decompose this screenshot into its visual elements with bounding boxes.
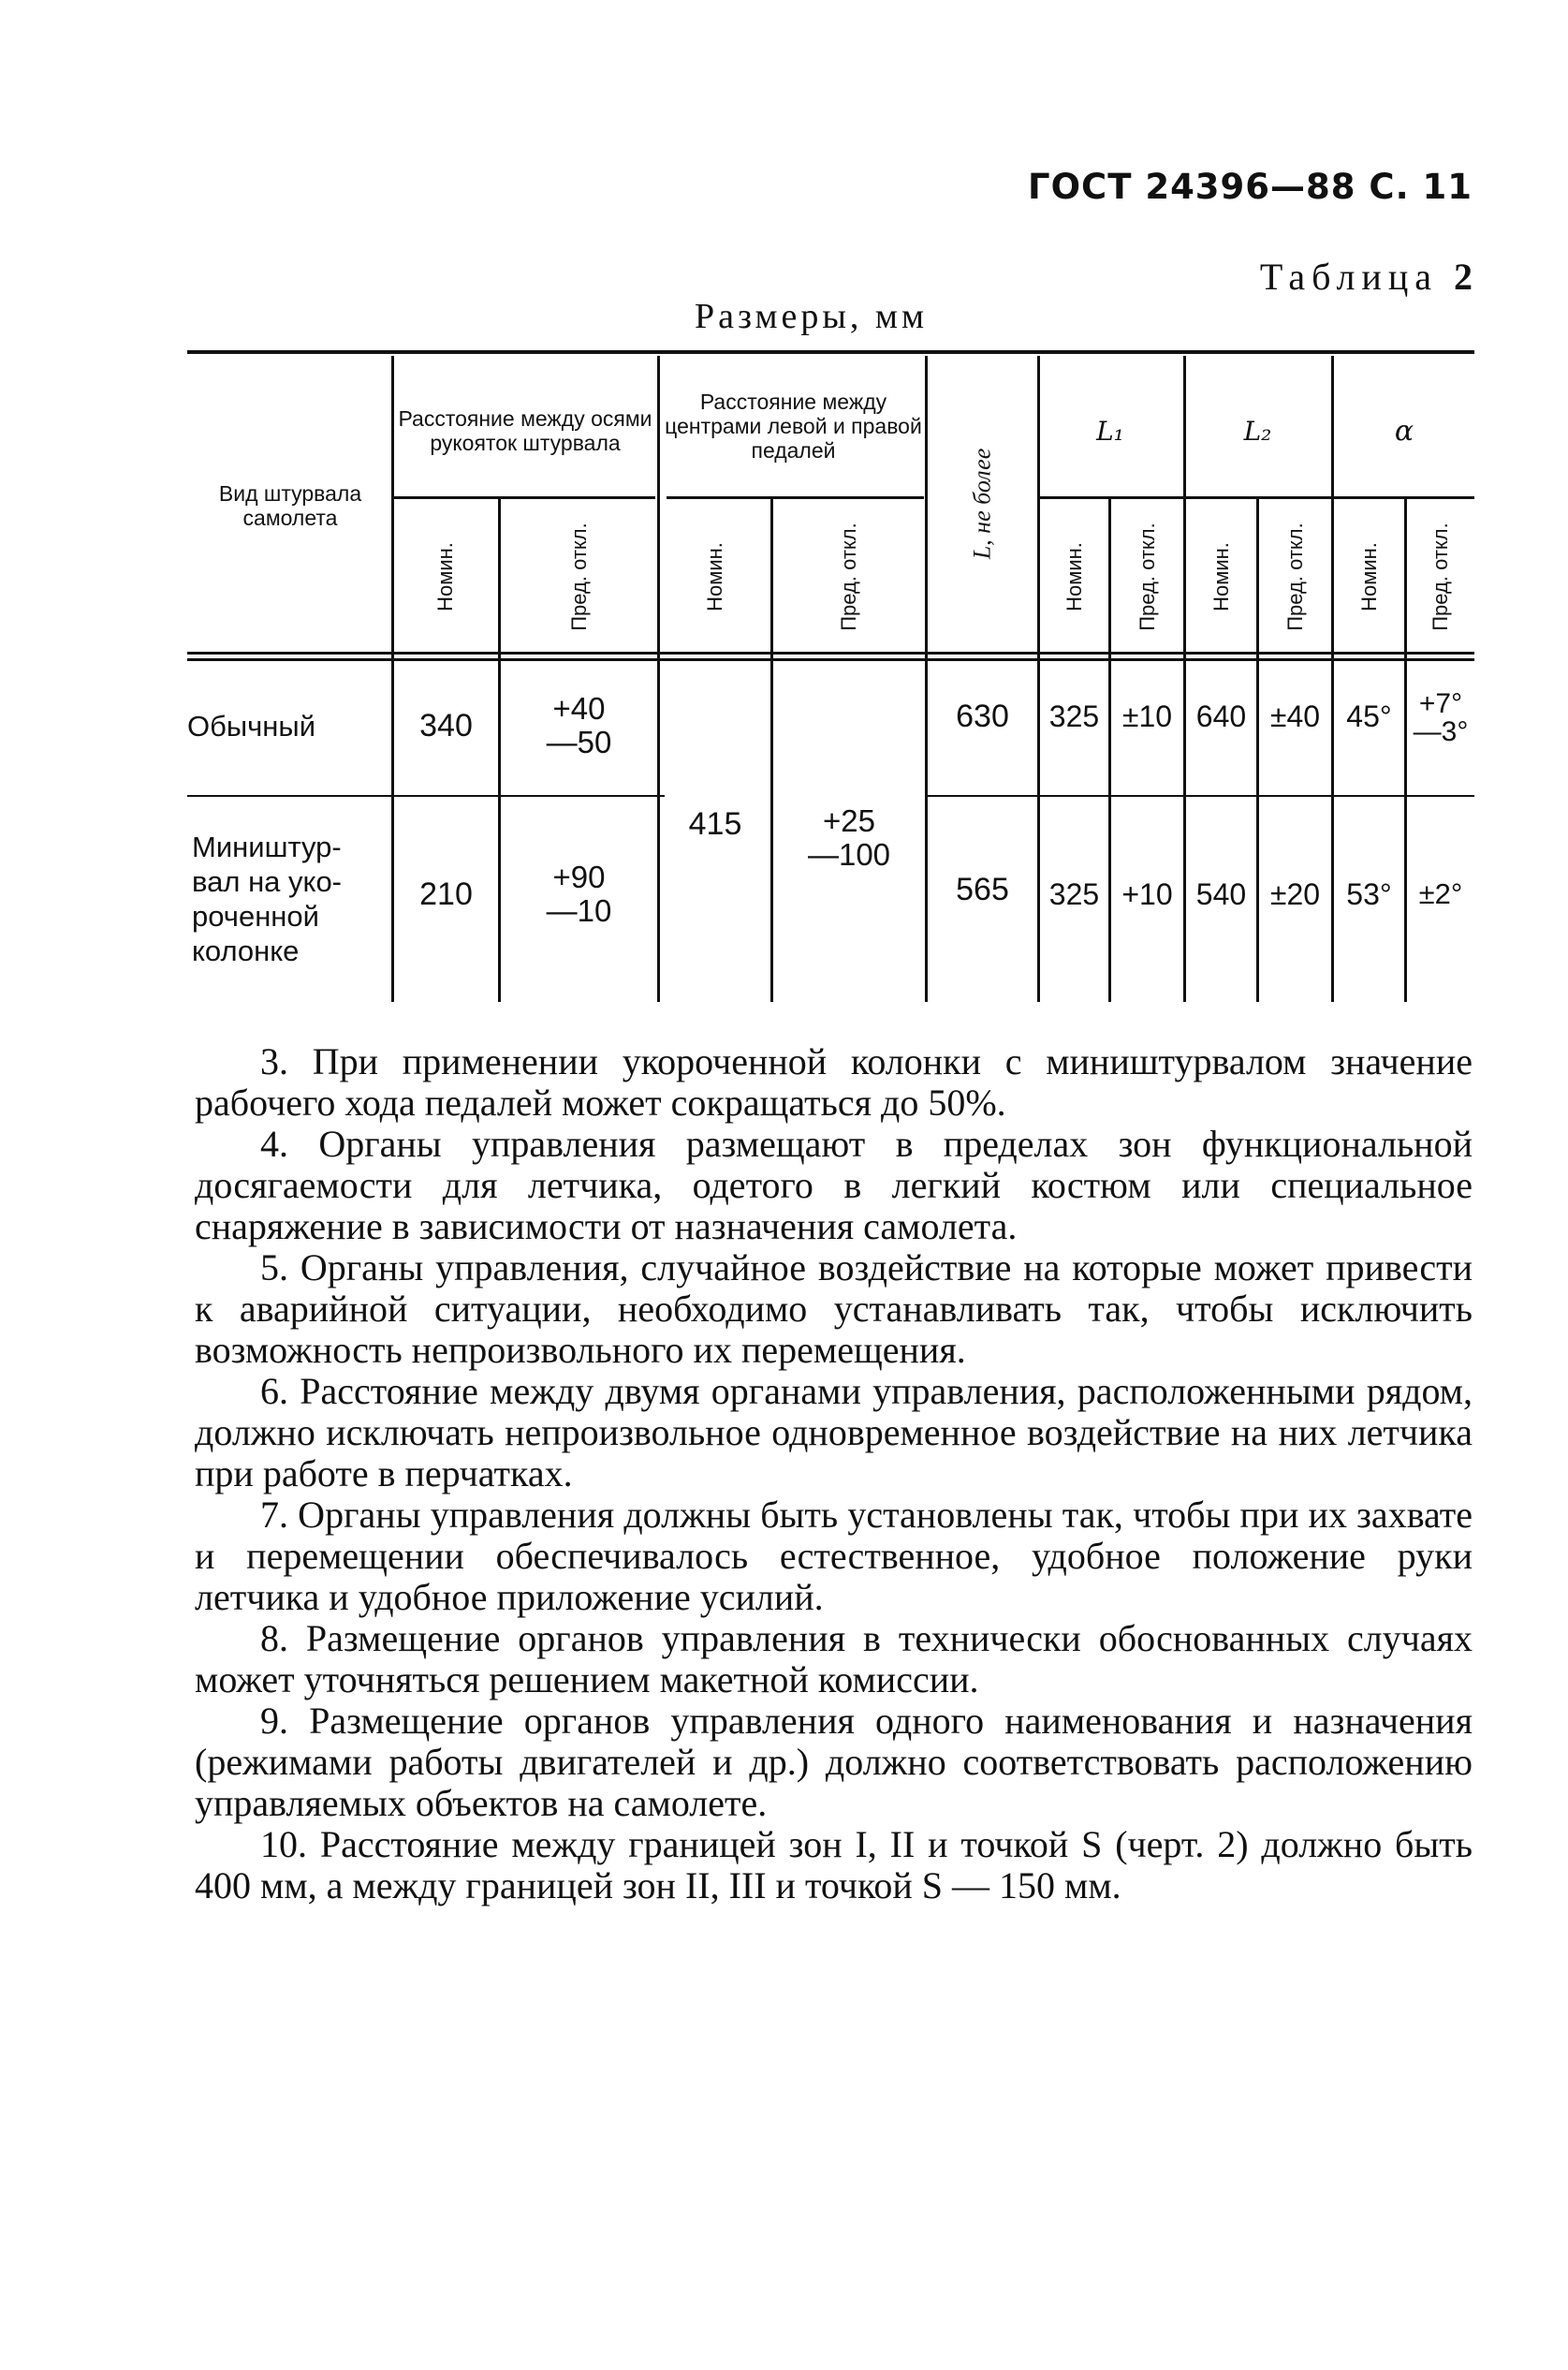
subhdr-alpha-tol: [1407, 502, 1474, 652]
row2-L1-tol: +10: [1121, 876, 1173, 911]
row2-alpha-tol: ±2°: [1418, 877, 1463, 910]
row2-label: Миништур-вал на уко-роченной колонке: [192, 831, 343, 967]
row-separator-right: [925, 795, 1474, 797]
paragraph-text: 4. Органы управления размещают в пределах зон функциональной досягаемости для летчика, одетого в легкий костюм или специальное снаряжение в зависимости от назначения самолета.: [195, 1123, 1473, 1247]
header-sub-rule-2: [667, 496, 924, 499]
header-L-cell: [928, 356, 1036, 652]
row1-handles-tol-minus: —50: [546, 725, 612, 759]
page-header: ГОСТ 24396—88 С. 11: [1028, 167, 1473, 207]
subhdr-L2-nom: [1186, 502, 1256, 652]
row2-L2-nom: 540: [1195, 876, 1247, 911]
paragraph-3: [195, 1041, 1473, 1124]
paragraph-9: [195, 1700, 1473, 1824]
col-rule-3: [657, 356, 660, 1002]
paragraph-10: [195, 1824, 1473, 1906]
row1-handles-nom: 340: [419, 707, 473, 743]
subhdr-L2-tol: [1259, 502, 1331, 652]
header-bottom-rule-a: [187, 652, 1474, 655]
nom-label: Номин.: [1062, 542, 1086, 611]
paragraph-text: 5. Органы управления, случайное воздействие на которые может привести к аварийной ситуации, необходимо устанавливать так, чтобы исключить возможность непроизвольного их перемещения.: [195, 1246, 1473, 1371]
row2-alpha-nom: 53°: [1346, 876, 1392, 911]
header-dist-handles: Расстояние между осями рукояток штурвала: [398, 406, 652, 455]
row2-handles-tol-minus: —10: [546, 893, 612, 928]
header-view: Вид штурвала самолета: [218, 481, 362, 530]
subhdr-alpha-nom: [1334, 502, 1404, 652]
paragraph-text: 6. Расстояние между двумя органами управления, расположенными рядом, должно исключать непроизвольное одновременное воздействие на них летчика при работе в перчатках.: [195, 1370, 1473, 1494]
subhdr-L1-tol: [1111, 502, 1183, 652]
table-number: 2: [1454, 256, 1473, 298]
row2-handles-tol: [501, 843, 657, 946]
row2-L1-nom: 325: [1048, 876, 1100, 911]
tol-label: Пред. откл.: [836, 523, 860, 631]
header-alpha: α: [1394, 414, 1414, 448]
header-sub-rule-1: [393, 496, 655, 499]
header-L2: L₂: [1243, 415, 1272, 447]
paragraph-text: 7. Органы управления должны быть установлены так, чтобы при их захвате и перемещении обеспечивалось естественное, удобное положение руки летчика и удобное приложение усилий.: [195, 1494, 1473, 1618]
paragraph-8: [195, 1618, 1473, 1700]
row1-handles-tol: [501, 674, 657, 777]
pedals-tol-plus: +25: [823, 803, 875, 838]
tol-label: Пред. откл.: [1429, 523, 1453, 631]
row1-alpha-tol-minus: —3°: [1413, 716, 1469, 747]
paragraph-text: 10. Расстояние между границей зон I, II и точкой S (черт. 2) должно быть 400 мм, а между границей зон II, III и точкой S — 150 мм.: [195, 1823, 1473, 1906]
nom-label: Номин.: [433, 542, 457, 611]
row2-L2-tol: ±20: [1269, 876, 1321, 911]
row1-alpha-tol-plus: +7°: [1418, 688, 1463, 719]
tol-label: Пред. откл.: [1135, 523, 1159, 631]
pedals-tol: [773, 787, 925, 890]
header-L: L, не более: [968, 448, 995, 560]
paragraph-text: 9. Размещение органов управления одного наименования и назначения (режимами работы двигателей и др.) должно соответствовать расположению управляемых объектов на самолете.: [195, 1700, 1473, 1824]
row1-L2-tol: ±40: [1269, 699, 1321, 733]
subhdr-L1-nom: [1040, 502, 1108, 652]
tol-label: Пред. откл.: [1282, 523, 1307, 631]
pedals-nom: 415: [688, 805, 742, 842]
pedals-tol-minus: —100: [807, 837, 891, 872]
tol-label: Пред. откл.: [566, 523, 591, 631]
paragraph-text: 8. Размещение органов управления в технически обоснованных случаях может уточняться решением макетной комиссии.: [195, 1617, 1473, 1700]
header-bottom-rule-b: [187, 658, 1474, 661]
paragraph-text: 3. При применении укороченной колонки с миништурвалом значение рабочего хода педалей может сокращаться до 50%.: [195, 1040, 1473, 1124]
paragraph-5: [195, 1247, 1473, 1371]
subhdr-pedals-tol: [773, 502, 925, 652]
table-top-rule: [187, 350, 1474, 354]
units-caption: Размеры, мм: [695, 297, 929, 336]
nom-label: Номин.: [1209, 542, 1233, 611]
row1-alpha-tol: [1407, 676, 1474, 760]
row2-L: 565: [956, 871, 1009, 907]
nom-label: Номин.: [703, 542, 726, 611]
table-label: Таблица: [1259, 256, 1438, 298]
row2-handles-nom: 210: [419, 876, 473, 912]
header-dist-pedals: Расстояние между центрами левой и правой педалей: [665, 390, 922, 463]
subhdr-handles-tol: [501, 502, 657, 652]
row1-L: 630: [956, 698, 1009, 734]
paragraph-4: [195, 1124, 1473, 1247]
row2-handles-tol-plus: +90: [552, 860, 606, 894]
subhdr-pedals-nom: [660, 502, 770, 652]
header-L1: L₁: [1096, 415, 1124, 447]
row1-L2-nom: 640: [1195, 699, 1247, 733]
row1-alpha-nom: 45°: [1346, 699, 1392, 733]
row-separator-left: [187, 795, 665, 797]
subhdr-handles-nom: [393, 502, 498, 652]
paragraph-6: [195, 1371, 1473, 1494]
row1-handles-tol-plus: +40: [552, 691, 606, 726]
row1-L1-tol: ±10: [1121, 699, 1173, 733]
paragraph-7: [195, 1494, 1473, 1618]
body-text: [195, 1041, 1473, 1906]
row1-label: Обычный: [187, 709, 316, 743]
nom-label: Номин.: [1356, 542, 1381, 611]
row1-L1-nom: 325: [1048, 699, 1100, 733]
table-caption: [1260, 255, 1473, 299]
